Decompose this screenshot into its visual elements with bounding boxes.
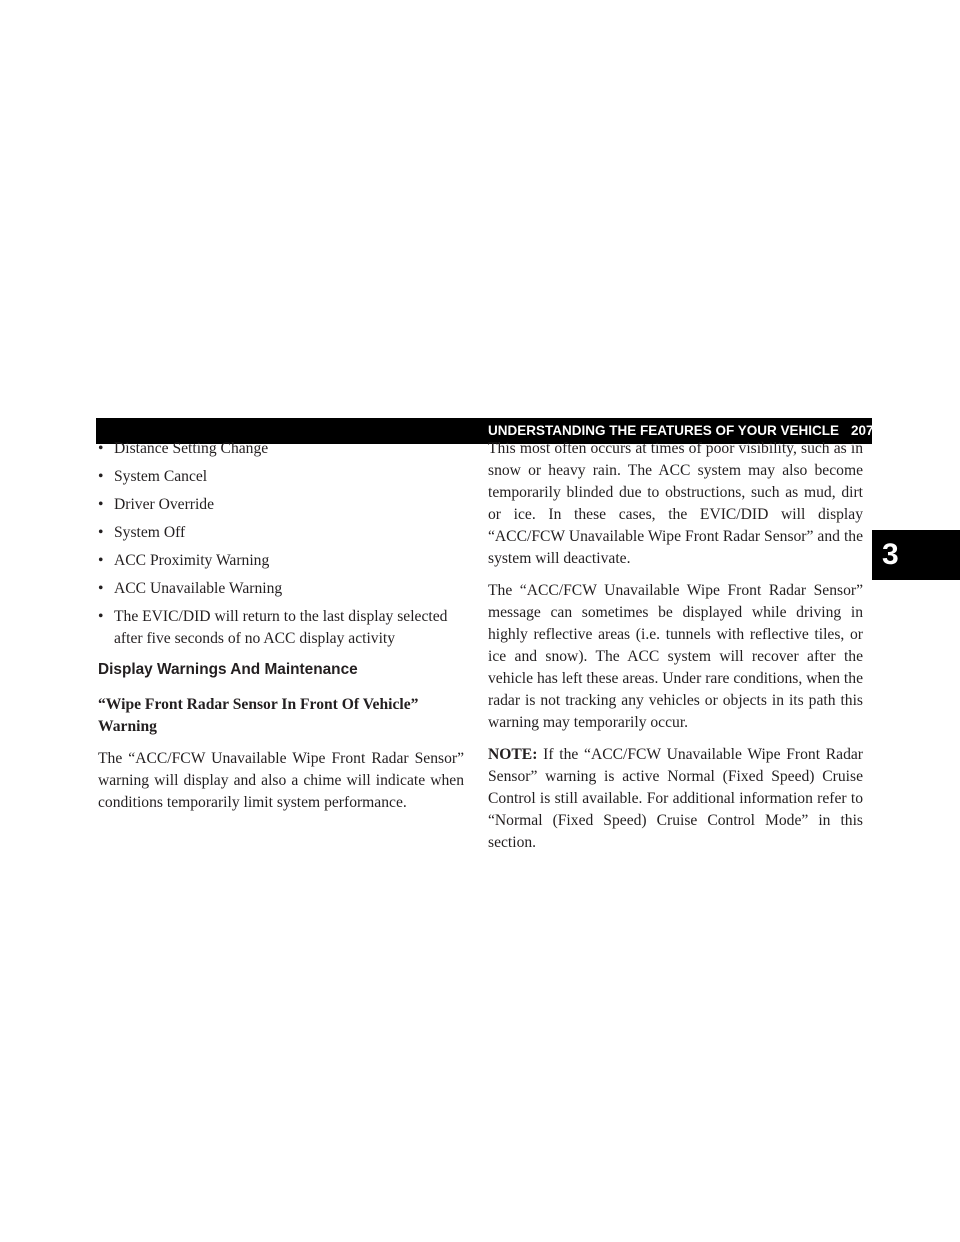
body-paragraph: The “ACC/FCW Unavailable Wipe Front Radar Sensor” message can sometimes be displayed while driving in highly reflective areas (i.e. tunnels with reflective tiles, or ice and snow). The ACC system will recover after the vehicle has left these areas. Under rare conditions, when the radar is not tracking any vehicles or objects in its path this warning may temporarily occur. [488,582,863,731]
bullet-icon: • [98,440,104,457]
bullet-icon: • [98,552,104,569]
bullet-icon: • [98,580,104,597]
bullet-list [98,438,464,650]
list-item: • System Off [98,522,464,544]
bullet-icon: • [98,524,104,541]
list-item: • ACC Proximity Warning [98,550,464,572]
list-item: • ACC Unavailable Warning [98,578,464,600]
bullet-icon: • [98,608,104,625]
header-section-title: UNDERSTANDING THE FEATURES OF YOUR VEHICLE [488,423,840,438]
body-paragraph: The “ACC/FCW Unavailable Wipe Front Radar Sensor” warning will display and also a chime will indicate when conditions temporarily limit system performance. [98,750,464,811]
left-column [98,438,464,824]
bullet-icon: • [98,468,104,485]
list-item: • Driver Override [98,494,464,516]
section-heading: Display Warnings And Maintenance [98,661,358,678]
bullet-icon: • [98,496,104,513]
right-column [488,438,863,864]
list-item: • Distance Setting Change [98,438,464,460]
note-label: NOTE: [488,746,538,763]
note-paragraph [488,744,863,854]
list-item: • The EVIC/DID will return to the last display selected after five seconds of no ACC display activity [98,608,448,647]
sub-heading: “Wipe Front Radar Sensor In Front Of Vehicle” Warning [98,696,419,735]
page-number: 207 [851,423,874,438]
list-item: • System Cancel [98,466,464,488]
note-text: If the “ACC/FCW Unavailable Wipe Front Radar Sensor” warning is active Normal (Fixed Speed) Cruise Control is still available. For additional information refer to “Normal (Fixed Speed) Cruise Control Mode” in this section. [488,746,863,851]
body-paragraph: This most often occurs at times of poor visibility, such as in snow or heavy rain. The ACC system may also become temporarily blinded due to obstructions, such as mud, dirt or ice. In these cases, the EVIC/DID will display “ACC/FCW Unavailable Wipe Front Radar Sensor” and the system will deactivate. [488,440,863,567]
chapter-tab: 3 [872,530,960,580]
